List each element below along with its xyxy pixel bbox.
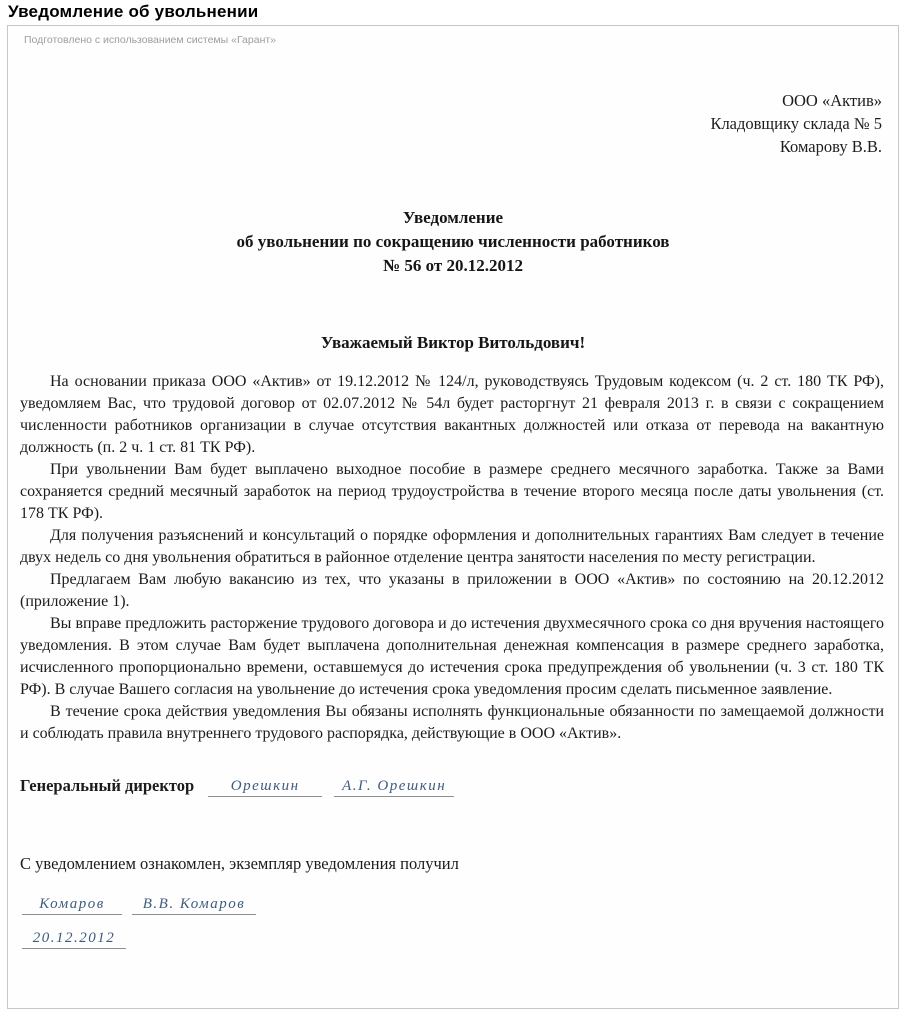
director-signature-line xyxy=(208,777,322,797)
employee-signature-row xyxy=(18,895,888,915)
paragraph-consultation: Для получения разъяснений и консультаций о порядке оформления и дополнительных гарантиях Вам следует в течение двух недель со дня увольнения обратиться в районное отделение центра занятости населения по месту регистрации. xyxy=(20,527,884,566)
acknowledgement-text: С уведомлением ознакомлен, экземпляр уведомления получил xyxy=(20,854,459,873)
recipient-block xyxy=(18,89,888,158)
doc-title xyxy=(18,206,888,278)
paragraph-early-termination: Вы вправе предложить расторжение трудового договора и до истечения двухмесячного срока со дня вручения настоящего уведомления. В этом случае Вам будет выплачена дополнительная денежная компенсация в размере среднего заработка, исчисленного пропорционально времени, оставшемуся до истечения срока предупреждения об увольнении (ч. 3 ст. 180 ТК РФ). В случае Вашего согласия на увольнение до истечения срока уведомления просим сделать письменное заявление. xyxy=(20,615,884,698)
salutation: Уважаемый Виктор Витольдович! xyxy=(320,333,586,352)
date-line xyxy=(22,929,126,949)
recipient-line-company: ООО «Актив» xyxy=(782,91,882,110)
recipient-line-position: Кладовщику склада № 5 xyxy=(710,114,882,133)
garant-note: Подготовлено с использованием системы «Гарант» xyxy=(24,34,277,46)
body-text xyxy=(18,371,888,745)
paragraph-vacancies: Предлагаем Вам любую вакансию из тех, что указаны в приложении в ООО «Актив» по состоянию на 20.12.2012 (приложение 1). xyxy=(20,571,884,610)
recipient-line-name: Комарову В.В. xyxy=(779,137,882,156)
page-title: Уведомление об увольнении xyxy=(8,2,259,21)
director-name-line xyxy=(334,777,454,797)
paragraph-severance: При увольнении Вам будет выплачено выходное пособие в размере среднего месячного заработка. Также за Вами сохраняется средний месячный заработок на период трудоустройства в течение второго месяца после даты увольнения (ст. 178 ТК РФ). xyxy=(20,461,884,522)
date-row xyxy=(18,929,888,949)
employee-name-line xyxy=(132,895,256,915)
doc-title-line3: № 56 от 20.12.2012 xyxy=(383,256,523,275)
director-signature-handwriting: Орешкин xyxy=(230,778,300,794)
director-name-handwriting: А.Г. Орешкин xyxy=(342,778,447,794)
paragraph-duties: В течение срока действия уведомления Вы обязаны исполнять функциональные обязанности по замещаемой должности и соблюдать правила внутреннего трудового распорядка, действующие в ООО «Актив». xyxy=(20,703,884,742)
date-handwriting: 20.12.2012 xyxy=(32,930,116,946)
director-signature-row xyxy=(18,775,888,797)
paragraph-basis: На основании приказа ООО «Актив» от 19.12.2012 № 124/л, руководствуясь Трудовым кодексом (ч. 2 ст. 180 ТК РФ), уведомляем Вас, что трудовой договор от 02.07.2012 № 54л будет расторгнут 21 февраля 2013 г. в связи с сокращением численности работников организации в случае отсутствия вакантных должностей или отказа от перевода на вакантную должность (п. 2 ч. 1 ст. 81 ТК РФ). xyxy=(20,373,884,456)
doc-title-line2: об увольнении по сокращению численности работников xyxy=(236,232,670,251)
employee-name-handwriting: В.В. Комаров xyxy=(142,896,246,912)
employee-signature-line xyxy=(22,895,122,915)
director-label: Генеральный директор xyxy=(20,776,195,795)
document-sheet xyxy=(7,25,899,1009)
employee-signature-handwriting: Комаров xyxy=(39,896,105,912)
doc-title-line1: Уведомление xyxy=(402,208,504,227)
